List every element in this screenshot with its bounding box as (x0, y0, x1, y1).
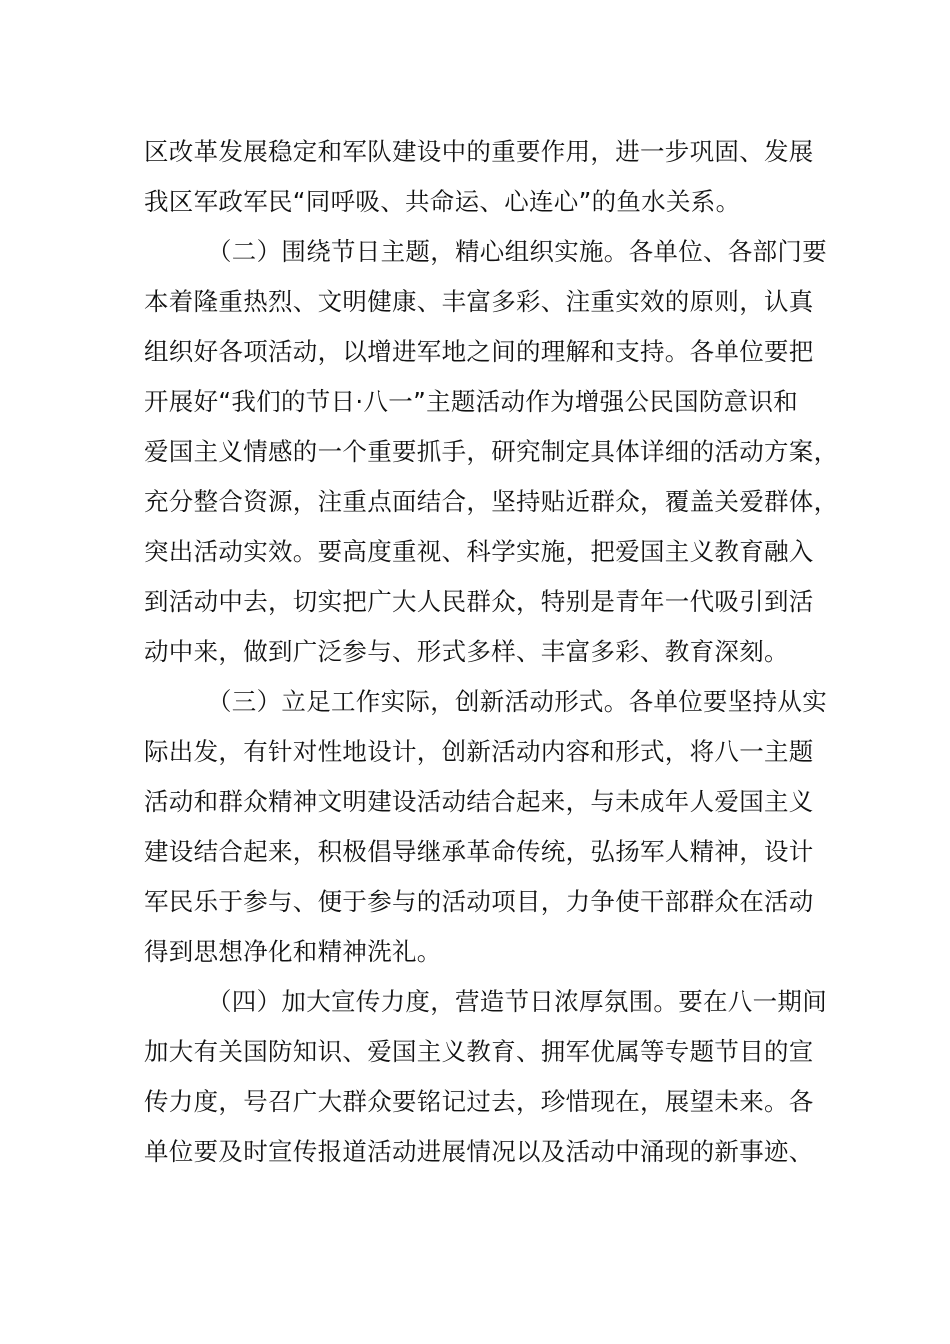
text-line: 区改革发展稳定和军队建设中的重要作用，进一步巩固、发展 (144, 137, 814, 166)
text-line: 突出活动实效。要高度重视、科学实施，把爱国主义教育融入 (144, 537, 814, 566)
text-line: 军民乐于参与、便于参与的活动项目，力争使干部群众在活动 (144, 887, 814, 916)
section-heading-line: （三）立足工作实际，创新活动形式。各单位要坚持从实 (207, 687, 827, 716)
section-heading-line: （四）加大宣传力度，营造节日浓厚氛围。要在八一期间 (207, 987, 827, 1016)
section-heading-line: （二）围绕节日主题，精心组织实施。各单位、各部门要 (207, 237, 827, 266)
text-line: 充分整合资源，注重点面结合，坚持贴近群众，覆盖关爱群体， (144, 487, 839, 516)
text-line: 单位要及时宣传报道活动进展情况以及活动中涌现的新事迹、 (144, 1137, 814, 1166)
body-text (144, 127, 839, 1177)
text-line: 建设结合起来，积极倡导继承革命传统，弘扬军人精神，设计 (144, 837, 814, 866)
text-line: 际出发，有针对性地设计，创新活动内容和形式，将八一主题 (144, 737, 814, 766)
text-line: 爱国主义情感的一个重要抓手，研究制定具体详细的活动方案， (144, 437, 839, 466)
text-line: 活动和群众精神文明建设活动结合起来，与未成年人爱国主义 (144, 787, 814, 816)
text-line: 到活动中去，切实把广大人民群众，特别是青年一代吸引到活 (144, 587, 814, 616)
text-line: 本着隆重热烈、文明健康、丰富多彩、注重实效的原则，认真 (144, 287, 814, 316)
text-line: 传力度，号召广大群众要铭记过去，珍惜现在，展望未来。各 (144, 1087, 814, 1116)
text-line: 开展好“我们的节日·八一”主题活动作为增强公民国防意识和 (144, 387, 799, 416)
text-line: 得到思想净化和精神洗礼。 (144, 937, 442, 966)
text-line: 组织好各项活动，以增进军地之间的理解和支持。各单位要把 (144, 337, 814, 366)
text-line: 动中来，做到广泛参与、形式多样、丰富多彩、教育深刻。 (144, 637, 789, 666)
text-line: 加大有关国防知识、爱国主义教育、拥军优属等专题节目的宣 (144, 1037, 814, 1066)
text-line: 我区军政军民“同呼吸、共命运、心连心”的鱼水关系。 (144, 187, 741, 216)
